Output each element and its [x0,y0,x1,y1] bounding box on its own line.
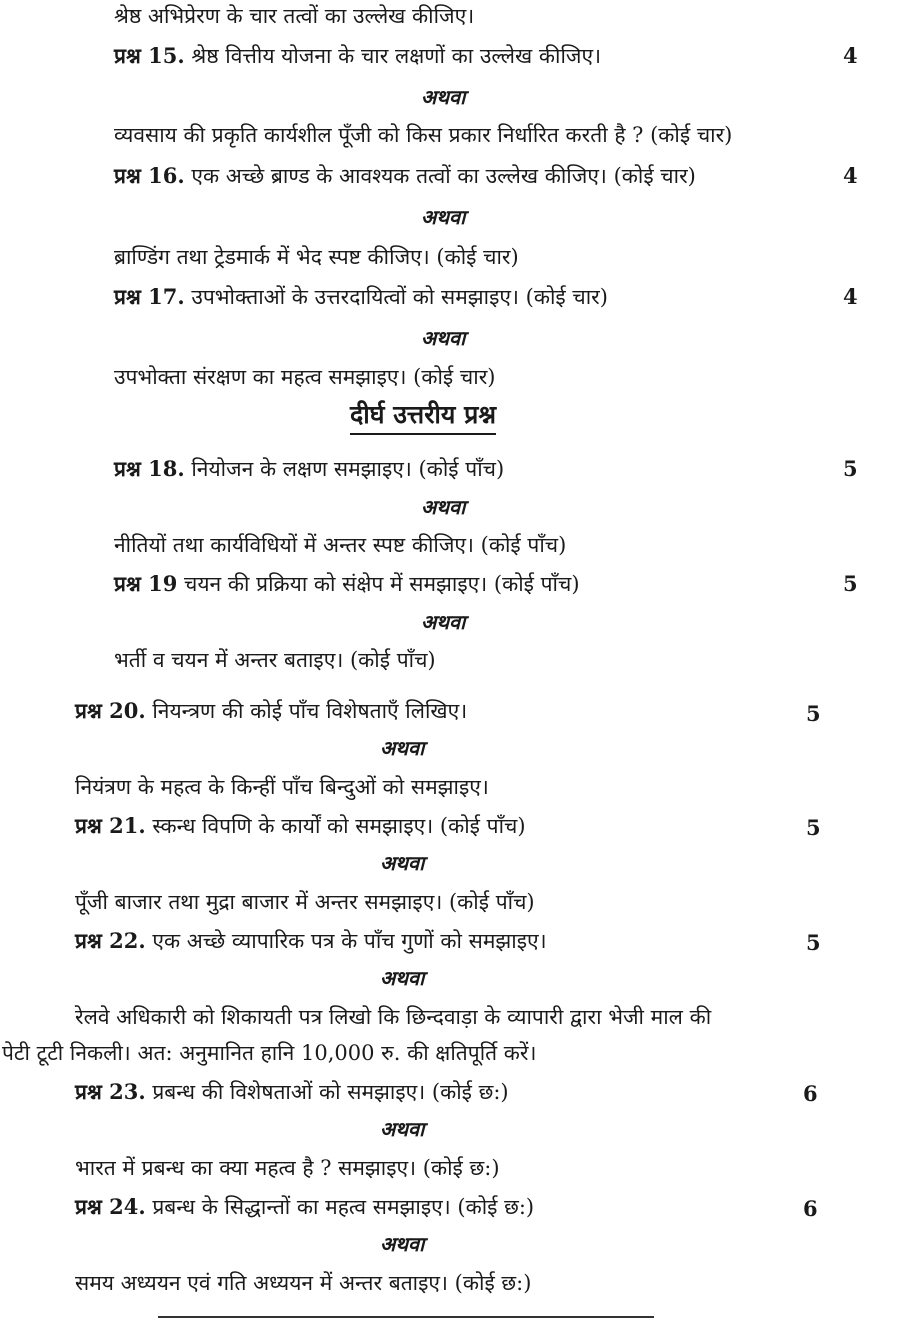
question-24 [75,1193,534,1221]
question-text: स्कन्ध विपणि के कार्यों को समझाइए। (कोई पाँच) [152,814,526,838]
question-20 [75,697,467,725]
marks: 4 [843,284,858,309]
question-text: प्रबन्ध की विशेषताओं को समझाइए। (कोई छ:) [152,1080,509,1104]
question-16 [114,162,696,190]
question-18 [114,455,504,483]
question-17 [114,283,608,311]
question-22 [75,927,547,955]
marks: 5 [843,456,858,481]
bottom-divider [158,1316,654,1318]
alternate-question: पूँजी बाजार तथा मुद्रा बाजार में अन्तर समझाइए। (कोई पाँच) [75,890,535,914]
or-label: अथवा [421,495,466,519]
question-label: प्रश्न 19 [114,571,178,596]
question-text: श्रेष्ठ वित्तीय योजना के चार लक्षणों का उल्लेख कीजिए। [191,44,602,68]
text-line: श्रेष्ठ अभिप्रेरण के चार तत्वों का उल्लेख कीजिए। [114,4,475,28]
question-label: प्रश्न 20. [75,698,146,723]
question-text: नियोजन के लक्षण समझाइए। (कोई पाँच) [191,457,505,481]
marks: 5 [806,930,821,955]
question-text: एक अच्छे ब्राण्ड के आवश्यक तत्वों का उल्लेख कीजिए। (कोई चार) [191,164,696,188]
section-heading: दीर्घ उत्तरीय प्रश्न [350,398,496,435]
or-label: अथवा [421,85,466,109]
marks: 5 [806,701,821,726]
alternate-question: उपभोक्ता संरक्षण का महत्व समझाइए। (कोई चार) [114,365,496,389]
question-text: प्रबन्ध के सिद्धान्तों का महत्व समझाइए। (कोई छ:) [152,1195,535,1219]
question-text: एक अच्छे व्यापारिक पत्र के पाँच गुणों को समझाइए। [152,929,547,953]
or-label: अथवा [380,851,425,875]
or-label: अथवा [380,1232,425,1256]
question-label: प्रश्न 17. [114,284,185,309]
question-label: प्रश्न 22. [75,928,146,953]
or-label: अथवा [421,205,466,229]
alternate-question: नियंत्रण के महत्व के किन्हीं पाँच बिन्दुओं को समझाइए। [75,775,489,799]
marks: 6 [803,1196,818,1221]
question-text: उपभोक्ताओं के उत्तरदायित्वों को समझाइए। (कोई चार) [191,285,608,309]
alternate-question: व्यवसाय की प्रकृति कार्यशील पूँजी को किस प्रकार निर्धारित करती है ? (कोई चार) [114,123,733,147]
question-21 [75,812,526,840]
alternate-question: भारत में प्रबन्ध का क्या महत्व है ? समझाइए। (कोई छ:) [75,1156,500,1180]
question-label: प्रश्न 16. [114,163,185,188]
question-text: चयन की प्रक्रिया को संक्षेप में समझाइए। (कोई पाँच) [184,572,580,596]
question-label: प्रश्न 24. [75,1194,146,1219]
question-15 [114,42,601,70]
alternate-question: भर्ती व चयन में अन्तर बताइए। (कोई पाँच) [114,648,436,672]
question-text: नियन्त्रण की कोई पाँच विशेषताएँ लिखिए। [152,699,468,723]
alternate-question: समय अध्ययन एवं गति अध्ययन में अन्तर बताइए। (कोई छ:) [75,1271,532,1295]
question-label: प्रश्न 18. [114,456,185,481]
alternate-question: ब्राण्डिंग तथा ट्रेडमार्क में भेद स्पष्ट कीजिए। (कोई चार) [114,245,519,269]
marks: 5 [806,815,821,840]
alternate-question: नीतियों तथा कार्यविधियों में अन्तर स्पष्ट कीजिए। (कोई पाँच) [114,533,567,557]
question-label: प्रश्न 21. [75,813,146,838]
question-label: प्रश्न 15. [114,43,185,68]
alternate-question: रेलवे अधिकारी को शिकायती पत्र लिखो कि छिन्दवाड़ा के व्यापारी द्वारा भेजी माल की [75,1005,712,1029]
or-label: अथवा [380,966,425,990]
marks: 6 [803,1081,818,1106]
marks: 4 [843,163,858,188]
question-19 [114,570,580,598]
alternate-question-continued: पेटी टूटी निकली। अत: अनुमानित हानि 10,000 रु. की क्षतिपूर्ति करें। [2,1041,537,1065]
or-label: अथवा [421,326,466,350]
or-label: अथवा [421,610,466,634]
question-label: प्रश्न 23. [75,1079,146,1104]
marks: 4 [843,43,858,68]
or-label: अथवा [380,736,425,760]
marks: 5 [843,571,858,596]
question-23 [75,1078,509,1106]
or-label: अथवा [380,1117,425,1141]
